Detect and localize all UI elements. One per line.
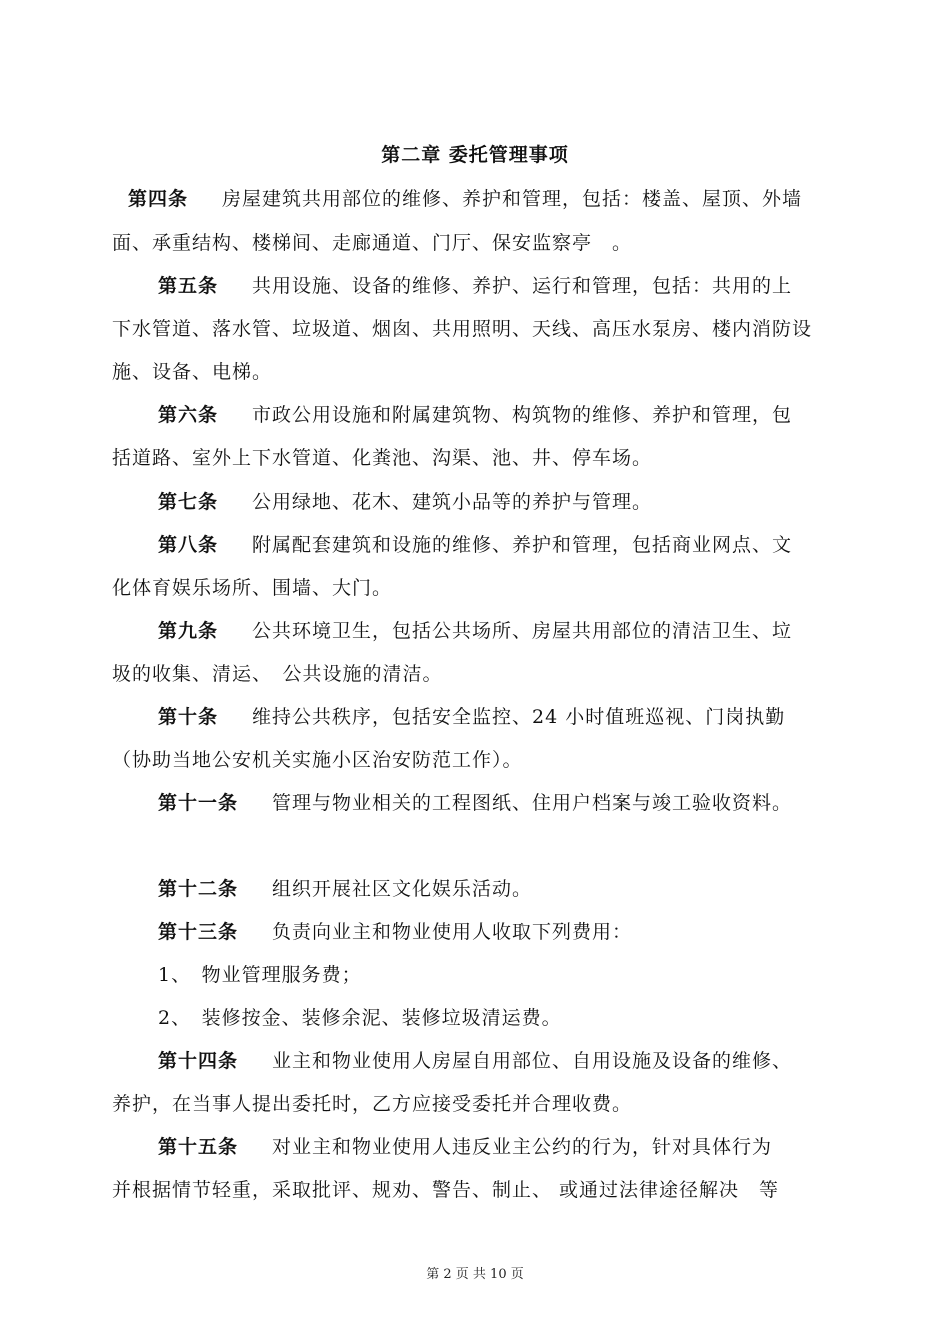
article-4-line-2: 面、承重结构、楼梯间、走廊通道、门厅、保安监察亭 。 — [112, 232, 633, 254]
article-8-label: 第八条 — [158, 534, 219, 556]
article-12-label: 第十二条 — [158, 878, 239, 900]
article-10-label: 第十条 — [158, 706, 219, 728]
article-6-label: 第六条 — [158, 404, 219, 426]
article-13-line-1 — [158, 917, 918, 944]
article-11-text: 管理与物业相关的工程图纸、住用户档案与竣工验收资料。 — [272, 792, 793, 814]
article-10-line-2: （协助当地公安机关实施小区治安防范工作）。 — [112, 749, 523, 771]
article-10-text: 维持公共秩序，包括安全监控、24 小时值班巡视、门岗执勤 — [252, 706, 786, 728]
article-5-line-1 — [158, 271, 918, 298]
list-item-1: 1、 物业管理服务费； — [158, 964, 362, 986]
article-4-text: 房屋建筑共用部位的维修、养护和管理，包括：楼盖、屋顶、外墙 — [222, 188, 803, 210]
article-6-line-2: 括道路、室外上下水管道、化粪池、沟渠、池、井、停车场。 — [112, 447, 653, 469]
article-15-label: 第十五条 — [158, 1136, 239, 1158]
article-15-text: 对业主和物业使用人违反业主公约的行为，针对具体行为 — [272, 1136, 773, 1158]
article-9-line-2: 圾的收集、清运、 公共设施的清洁。 — [112, 663, 443, 685]
article-7-text: 公用绿地、花木、建筑小品等的养护与管理。 — [252, 491, 653, 513]
article-9-line-1 — [158, 616, 918, 643]
article-9-text: 公共环境卫生，包括公共场所、房屋共用部位的清洁卫生、垃 — [252, 620, 793, 642]
article-9-label: 第九条 — [158, 620, 219, 642]
list-item-2: 2、 装修按金、装修余泥、装修垃圾清运费。 — [158, 1007, 562, 1029]
article-14-text: 业主和物业使用人房屋自用部位、自用设施及设备的维修、 — [272, 1050, 793, 1072]
article-6-text: 市政公用设施和附属建筑物、构筑物的维修、养护和管理，包 — [252, 404, 793, 426]
article-10-line-1 — [158, 702, 918, 729]
article-7-label: 第七条 — [158, 491, 219, 513]
article-12-text: 组织开展社区文化娱乐活动。 — [272, 878, 533, 900]
article-12-line-1 — [158, 874, 918, 901]
article-8-text: 附属配套建筑和设施的维修、养护和管理，包括商业网点、文 — [252, 534, 793, 556]
chapter-title: 第二章 委托管理事项 — [381, 144, 569, 166]
article-4-label: 第四条 — [128, 188, 189, 210]
article-4-line-1 — [128, 184, 888, 211]
article-7-line-1 — [158, 487, 918, 514]
article-15-line-2: 并根据情节轻重，采取批评、规劝、警告、制止、 或通过法律途径解决 等 — [112, 1179, 780, 1201]
article-14-line-1 — [158, 1046, 918, 1073]
article-6-line-1 — [158, 400, 918, 427]
article-8-line-1 — [158, 530, 918, 557]
article-13-text: 负责向业主和物业使用人收取下列费用： — [272, 921, 633, 943]
article-14-label: 第十四条 — [158, 1050, 239, 1072]
article-13-label: 第十三条 — [158, 921, 239, 943]
article-5-label: 第五条 — [158, 275, 219, 297]
article-14-line-2: 养护，在当事人提出委托时，乙方应接受委托并合理收费。 — [112, 1093, 633, 1115]
article-11-line-1 — [158, 788, 918, 815]
article-11-label: 第十一条 — [158, 792, 239, 814]
article-5-line-3: 施、设备、电梯。 — [112, 361, 273, 383]
article-15-line-1 — [158, 1132, 918, 1159]
article-8-line-2: 化体育娱乐场所、围墙、大门。 — [112, 577, 393, 599]
article-5-text: 共用设施、设备的维修、养护、运行和管理，包括：共用的上 — [252, 275, 793, 297]
page-footer: 第 2 页 共 10 页 — [426, 1267, 524, 1282]
article-5-line-2: 下水管道、落水管、垃圾道、烟囱、共用照明、天线、高压水泵房、楼内消防设 — [112, 318, 813, 340]
